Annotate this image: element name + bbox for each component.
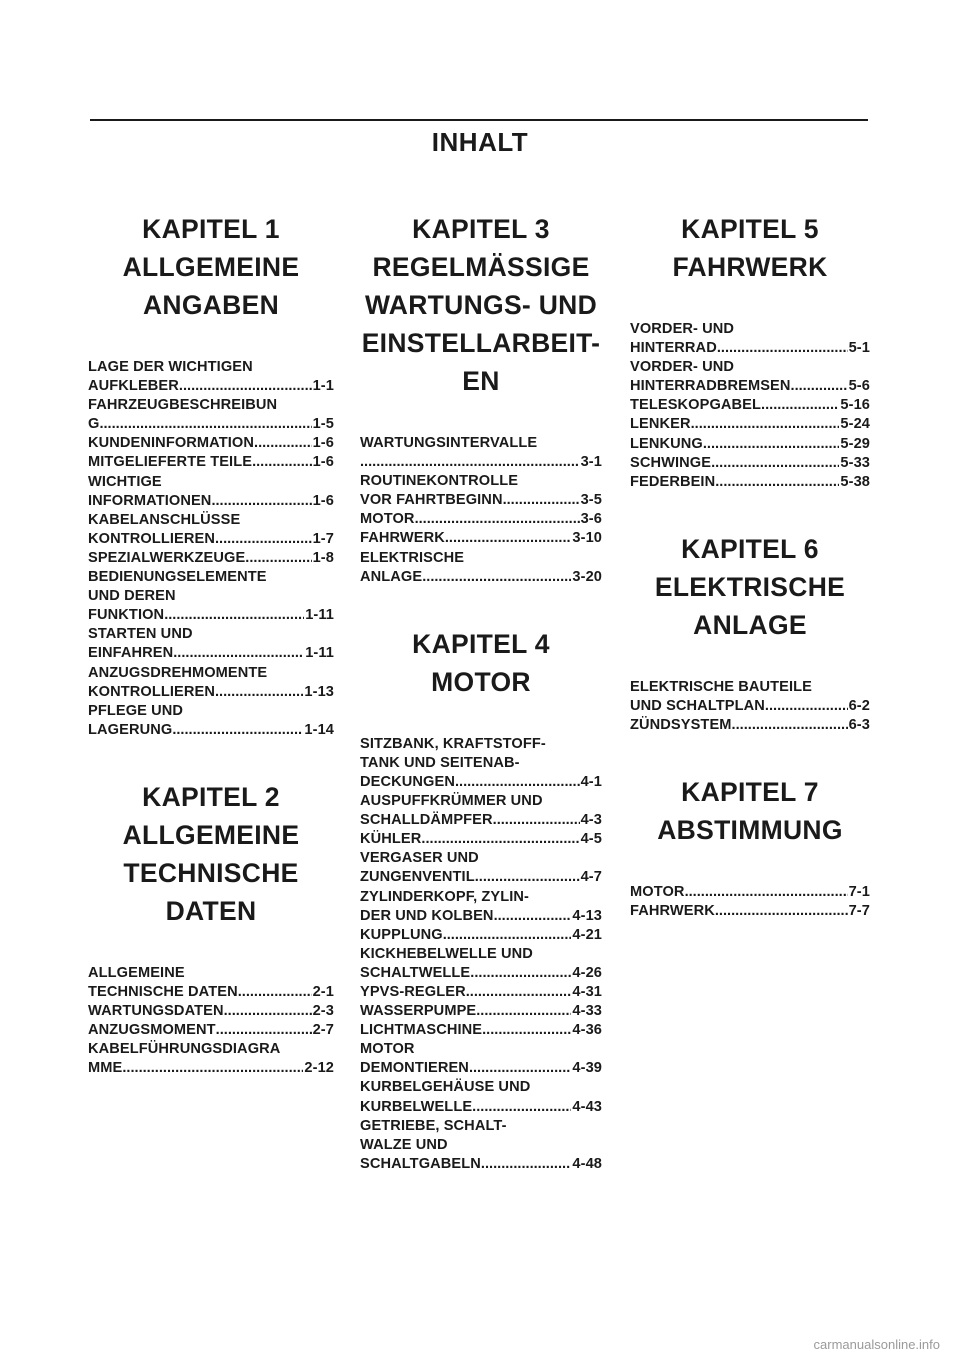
toc-entry-title: ZÜNDSYSTEM	[630, 717, 732, 734]
toc-entry-title: SCHALTWELLE	[360, 964, 471, 981]
toc-entry-leader	[88, 683, 303, 702]
toc-entry[interactable]	[360, 945, 602, 983]
chapter-heading-line: ANGABEN	[142, 290, 280, 320]
toc-entry-title: WARTUNGSDATEN	[88, 1003, 224, 1020]
toc-entry-last-line	[360, 510, 602, 529]
toc-entry-leader	[360, 491, 580, 510]
chapter-heading-line: KAPITEL 7	[681, 777, 819, 808]
toc-entry[interactable]	[360, 926, 602, 945]
chapter-heading-line: KAPITEL 6	[681, 533, 819, 564]
toc-entry-last-line	[88, 606, 334, 625]
toc-entry-last-line	[360, 907, 602, 926]
toc-entry-last-line	[360, 926, 602, 945]
toc-entry-leader	[630, 716, 848, 735]
toc-entry-last-line	[630, 883, 870, 902]
toc-entry-leader	[88, 983, 312, 1002]
toc-entry-page: 3-20	[572, 568, 602, 585]
toc-entry-leader	[360, 1098, 571, 1117]
toc-entry-line: SITZBANK, KRAFTSTOFF-	[360, 735, 546, 752]
toc-entry[interactable]	[630, 396, 870, 415]
toc-entry[interactable]	[88, 511, 334, 549]
chapter-heading	[630, 530, 870, 644]
toc-entry-leader	[88, 644, 304, 663]
chapter-heading-line: FAHRWERK	[672, 252, 828, 282]
toc-entry[interactable]	[360, 830, 602, 849]
toc-entry-last-line	[88, 1021, 334, 1040]
toc-entry-page: 4-43	[572, 1098, 602, 1115]
toc-entry-page: 4-39	[572, 1060, 602, 1077]
toc-entry-line: WARTUNGSINTERVALLE	[360, 435, 538, 451]
toc-entry-page: 7-1	[848, 884, 870, 901]
toc-entry[interactable]	[630, 678, 870, 716]
toc-entry-page: 5-29	[840, 435, 870, 452]
toc-entry-page: 2-12	[304, 1060, 334, 1077]
toc-entry-title: MITGELIEFERTE TEILE	[88, 454, 253, 471]
toc-entry-title: FUNKTION	[88, 607, 165, 624]
toc-entry-page: 4-5	[580, 831, 602, 848]
toc-entry[interactable]	[88, 964, 334, 1002]
toc-entry-title: SCHALLDÄMPFER	[360, 812, 493, 829]
toc-entry[interactable]	[88, 453, 334, 472]
toc-entry-page: 4-7	[580, 869, 602, 886]
toc-entry-leader	[360, 811, 580, 830]
toc-entry-leader	[360, 510, 580, 529]
toc-entry-last-line	[88, 644, 334, 663]
chapter-heading-line: ABSTIMMUNG	[657, 815, 843, 846]
toc-entry[interactable]	[360, 549, 602, 587]
toc-entry-last-line	[360, 964, 602, 983]
toc-entry-last-line	[88, 434, 334, 453]
toc-entry-last-line	[88, 983, 334, 1002]
toc-entry-title: KONTROLLIEREN	[88, 530, 215, 547]
toc-entry-title: KONTROLLIEREN	[88, 683, 215, 700]
toc-entry[interactable]	[630, 454, 870, 473]
toc-entry[interactable]	[88, 1002, 334, 1021]
toc-entry[interactable]	[360, 529, 602, 548]
toc-entry-leader	[360, 453, 580, 472]
toc-entry-line: VORDER- UND	[630, 321, 735, 337]
toc-entry-last-line	[88, 415, 334, 434]
toc-entry[interactable]	[630, 435, 870, 454]
toc-entry-line: ALLGEMEINE	[88, 964, 185, 981]
toc-entry-last-line	[360, 773, 602, 792]
toc-entry[interactable]	[88, 358, 334, 396]
toc-entry[interactable]	[88, 1040, 334, 1078]
toc-entry-leader	[88, 530, 312, 549]
toc-entry-last-line	[360, 1098, 602, 1117]
toc-entry-page: 1-11	[305, 607, 334, 624]
toc-entry-page: 2-3	[312, 1003, 334, 1020]
toc-entry[interactable]	[88, 434, 334, 453]
toc-entry[interactable]	[88, 396, 334, 434]
toc-entry-title: INFORMATIONEN	[88, 492, 212, 509]
toc-entry-page: 1-8	[312, 549, 334, 566]
chapter-entries	[88, 358, 334, 740]
toc-entry-last-line	[88, 1059, 334, 1078]
toc-entry-last-line	[360, 1155, 602, 1174]
toc-entry-title: KÜHLER	[360, 831, 422, 848]
toc-entry-page: 4-36	[572, 1022, 602, 1039]
toc-entry-line: KABELFÜHRUNGSDIAGRA	[88, 1041, 281, 1058]
toc-entry-leader	[88, 434, 312, 453]
chapter-heading-line: DATEN	[165, 895, 257, 926]
toc-entry[interactable]	[630, 716, 870, 735]
toc-entry-line: KICKHEBELWELLE UND	[360, 945, 533, 962]
toc-entry-title: FEDERBEIN	[630, 473, 716, 490]
page-title: INHALT	[431, 127, 529, 157]
toc-entry-page: 4-21	[572, 926, 602, 943]
toc-entry-line: MOTOR	[360, 1041, 415, 1058]
chapter-heading-line: ELEKTRISCHE	[654, 571, 846, 602]
toc-entry-leader	[360, 964, 571, 983]
watermark: carmanualsonline.info	[813, 1337, 940, 1352]
toc-entry-leader	[360, 830, 580, 849]
toc-entry-page: 4-3	[580, 812, 602, 829]
toc-entry-leader	[360, 529, 571, 548]
toc-entry-title: WASSERPUMPE	[360, 1003, 477, 1020]
toc-entry-leader	[630, 435, 839, 454]
toc-entry-leader	[88, 1002, 312, 1021]
toc-entry[interactable]	[360, 472, 602, 510]
toc-entry-line: GETRIEBE, SCHALT-	[360, 1117, 507, 1134]
chapter-heading	[360, 625, 602, 701]
toc-entry-last-line	[630, 454, 870, 473]
toc-entry-title: ZUNGENVENTIL	[360, 869, 475, 886]
toc-entry[interactable]	[360, 792, 602, 830]
toc-entry-last-line	[360, 453, 602, 472]
toc-entry-last-line	[630, 339, 870, 358]
toc-entry-page: 4-48	[572, 1155, 602, 1172]
toc-entry-leader	[360, 1155, 571, 1174]
toc-entry-title: ANLAGE	[360, 568, 423, 585]
toc-entry-page: 5-1	[848, 340, 870, 357]
toc-entry-last-line	[360, 983, 602, 1002]
toc-entry-page: 5-6	[848, 378, 870, 395]
toc-entry-page: 3-1	[580, 454, 602, 471]
toc-entry-last-line	[360, 1059, 602, 1078]
toc-entry-page: 1-6	[312, 435, 334, 452]
toc-entry-page: 7-7	[848, 903, 870, 920]
toc-entry-last-line	[630, 396, 870, 415]
toc-entry-title: SCHWINGE	[630, 454, 712, 471]
toc-entry-title: LAGERUNG	[88, 721, 173, 738]
toc-entry-line: FAHRZEUGBESCHREIBUN	[88, 397, 278, 414]
toc-entry-last-line	[360, 491, 602, 510]
toc-entry-title: ANZUGSMOMENT	[88, 1022, 216, 1039]
toc-entry-line: VERGASER UND	[360, 850, 479, 867]
toc-entry-line: PFLEGE UND	[88, 702, 184, 719]
toc-entry-page: 5-24	[840, 416, 870, 433]
toc-entry-title: DER UND KOLBEN	[360, 907, 494, 924]
toc-entry-last-line	[360, 1002, 602, 1021]
toc-entry[interactable]	[630, 358, 870, 396]
toc-entry-last-line	[88, 1002, 334, 1021]
toc-entry-line: UND DEREN	[88, 588, 176, 605]
toc-entry-title: TELESKOPGABEL	[630, 397, 762, 414]
toc-entry-page: 1-6	[312, 492, 334, 509]
toc-entry[interactable]	[360, 849, 602, 887]
toc-entry-page: 1-11	[305, 645, 334, 662]
toc-entry-page: 1-7	[312, 530, 334, 547]
toc-entry-line: KABELANSCHLÜSSE	[88, 511, 241, 528]
toc-entry-leader	[88, 606, 304, 625]
toc-entry-title: FAHRWERK	[360, 530, 445, 547]
toc-entry[interactable]	[630, 883, 870, 902]
toc-entry-last-line	[88, 530, 334, 549]
toc-entry[interactable]	[630, 473, 870, 492]
chapter-heading-line: EN	[462, 366, 500, 396]
toc-entry-leader	[360, 773, 580, 792]
toc-entry-last-line	[630, 377, 870, 396]
toc-entry-title: VOR FAHRTBEGINN	[360, 492, 503, 509]
toc-entry-leader	[630, 339, 848, 358]
toc-entry-last-line	[630, 473, 870, 492]
toc-column-2	[360, 210, 602, 1212]
toc-entry-leader	[630, 697, 848, 716]
toc-entry-last-line	[88, 453, 334, 472]
toc-entry[interactable]	[360, 888, 602, 926]
toc-entry-title: DEMONTIEREN	[360, 1060, 469, 1077]
toc-column-1	[88, 210, 334, 1116]
toc-entry-title: LICHTMASCHINE	[360, 1022, 483, 1039]
toc-entry-last-line	[88, 492, 334, 511]
toc-entry-last-line	[360, 1021, 602, 1040]
toc-entry-leader	[88, 1059, 303, 1078]
toc-entry-line: WALZE UND	[360, 1136, 448, 1153]
toc-entry-leader	[360, 1021, 571, 1040]
toc-entry-last-line	[630, 697, 870, 716]
toc-entry-page: 5-16	[840, 397, 870, 414]
toc-entry-line: TANK UND SEITENAB-	[360, 754, 520, 771]
toc-entry-line: BEDIENUNGSELEMENTE	[88, 569, 267, 586]
toc-entry-page: 3-5	[580, 492, 602, 509]
chapter-heading-line: WARTUNGS- UND	[364, 290, 598, 320]
chapter-entries	[630, 678, 870, 735]
toc-entry-last-line	[88, 683, 334, 702]
toc-entry[interactable]	[88, 702, 334, 740]
toc-entry[interactable]	[360, 735, 602, 792]
toc-entry-title: MOTOR	[360, 511, 415, 528]
chapter-heading-line: EINSTELLARBEIT-	[361, 328, 601, 358]
toc-entry[interactable]	[88, 473, 334, 511]
toc-entry-title: MOTOR	[630, 884, 685, 901]
toc-entry-line: AUSPUFFKRÜMMER UND	[360, 793, 543, 810]
toc-entry-page: 6-2	[848, 697, 870, 714]
toc-entry[interactable]	[88, 625, 334, 663]
toc-entry-line: ROUTINEKONTROLLE	[360, 473, 519, 490]
toc-entry-last-line	[88, 549, 334, 568]
chapter-heading-line: KAPITEL 4	[412, 628, 550, 659]
toc-entry-leader	[88, 549, 312, 568]
toc-entry-title: SCHALTGABELN	[360, 1155, 481, 1172]
chapter-entries	[88, 964, 334, 1079]
toc-entry-title: G	[88, 416, 100, 433]
toc-entry-title: HINTERRADBREMSEN	[630, 378, 791, 395]
toc-entry[interactable]	[360, 1040, 602, 1078]
toc-entry-page: 4-26	[572, 964, 602, 981]
toc-entry[interactable]	[630, 320, 870, 358]
toc-entry-leader	[630, 473, 839, 492]
chapter-heading-line: KAPITEL 5	[681, 214, 819, 244]
toc-entry-leader	[360, 568, 571, 587]
toc-entry[interactable]	[360, 1117, 602, 1174]
toc-entry-title: YPVS-REGLER	[360, 983, 466, 1000]
toc-entry-leader	[630, 454, 839, 473]
toc-entry-last-line	[88, 377, 334, 396]
toc-entry-leader	[360, 1002, 571, 1021]
toc-entry-page: 1-5	[312, 416, 334, 433]
toc-entry-title: KURBELWELLE	[360, 1098, 473, 1115]
toc-entry-leader	[630, 396, 839, 415]
toc-entry-leader	[360, 907, 571, 926]
toc-entry-line: STARTEN UND	[88, 626, 193, 643]
toc-entry-title: DECKUNGEN	[360, 773, 455, 790]
toc-entry-title: LENKER	[630, 416, 691, 433]
toc-entry-line: ELEKTRISCHE BAUTEILE	[630, 678, 812, 695]
toc-entry-title: KUPPLUNG	[360, 926, 443, 943]
toc-entry[interactable]	[88, 664, 334, 702]
toc-entry-line: WICHTIGE	[88, 473, 162, 490]
chapter-heading-line: KAPITEL 2	[142, 781, 280, 812]
toc-entry-page: 6-3	[848, 717, 870, 734]
chapter-heading-line: ALLGEMEINE	[122, 252, 300, 282]
toc-entry-title: HINTERRAD	[630, 340, 717, 357]
toc-entry-line: ELEKTRISCHE	[360, 549, 465, 566]
toc-entry[interactable]	[630, 415, 870, 434]
toc-entry-page: 1-6	[312, 454, 334, 471]
toc-entry[interactable]	[360, 510, 602, 529]
toc-entry-page: 1-14	[304, 721, 334, 738]
toc-entry-leader	[360, 926, 571, 945]
toc-entry[interactable]	[88, 568, 334, 625]
toc-entry-page: 5-38	[840, 473, 870, 490]
chapter-entries	[360, 735, 602, 1174]
toc-entry-last-line	[630, 902, 870, 921]
toc-entry-leader	[88, 453, 312, 472]
toc-entry-page: 1-1	[312, 378, 334, 395]
toc-entry[interactable]	[88, 1021, 334, 1040]
toc-entry-leader	[88, 492, 312, 511]
toc-entry-last-line	[360, 830, 602, 849]
toc-entry-page: 2-7	[312, 1022, 334, 1039]
toc-entry-page: 4-31	[572, 983, 602, 1000]
toc-entry[interactable]	[360, 1078, 602, 1116]
toc-entry-leader	[88, 721, 303, 740]
toc-entry-title: TECHNISCHE DATEN	[88, 983, 238, 1000]
toc-entry-leader	[88, 1021, 312, 1040]
toc-entry-page: 2-1	[312, 983, 334, 1000]
chapter-entries	[630, 883, 870, 921]
chapter-heading-line: ANLAGE	[693, 609, 807, 640]
chapter-heading-line: TECHNISCHE	[123, 857, 299, 888]
toc-entry-last-line	[630, 716, 870, 735]
chapter-heading-line: MOTOR	[431, 666, 531, 697]
toc-entry-page: 1-13	[304, 683, 334, 700]
toc-entry-leader	[360, 868, 580, 887]
toc-entry[interactable]	[360, 1021, 602, 1040]
chapter-heading-line: ALLGEMEINE	[122, 819, 300, 850]
chapter-heading	[630, 773, 870, 849]
toc-entry-last-line	[360, 568, 602, 587]
chapter-heading-line: KAPITEL 1	[142, 214, 280, 244]
toc-entry-page: 3-6	[580, 511, 602, 528]
toc-entry-last-line	[88, 721, 334, 740]
toc-entry-title: FAHRWERK	[630, 903, 715, 920]
toc-entry[interactable]	[360, 1002, 602, 1021]
toc-entry[interactable]	[88, 549, 334, 568]
chapter-heading-line: REGELMÄSSIGE	[372, 252, 590, 282]
header-rule	[90, 119, 868, 121]
toc-entry-leader	[88, 377, 312, 396]
toc-entry-title: UND SCHALTPLAN	[630, 697, 765, 714]
toc-entry-last-line	[360, 811, 602, 830]
toc-entry[interactable]	[360, 434, 602, 472]
toc-entry-title: EINFAHREN	[88, 645, 174, 662]
toc-entry-leader	[630, 902, 848, 921]
toc-entry-page: 3-10	[572, 530, 602, 547]
toc-entry-last-line	[630, 435, 870, 454]
toc-entry-leader	[630, 415, 839, 434]
toc-entry-page: 5-33	[840, 454, 870, 471]
toc-entry-title: AUFKLEBER	[88, 378, 179, 395]
chapter-entries	[360, 434, 602, 587]
toc-entry-leader	[88, 415, 312, 434]
toc-entry-line: LAGE DER WICHTIGEN	[88, 359, 253, 375]
toc-entry-last-line	[360, 868, 602, 887]
toc-entry[interactable]	[360, 983, 602, 1002]
chapter-heading-line: KAPITEL 3	[412, 214, 550, 244]
toc-entry-leader	[630, 883, 848, 902]
chapter-entries	[630, 320, 870, 492]
toc-column-3	[630, 210, 870, 959]
toc-entry-leader	[630, 377, 848, 396]
toc-entry-last-line	[630, 415, 870, 434]
toc-entry-line: VORDER- UND	[630, 359, 735, 376]
toc-entry-title: LENKUNG	[630, 435, 703, 452]
toc-entry-page: 4-33	[572, 1003, 602, 1020]
chapter-heading	[360, 210, 602, 400]
chapter-heading	[630, 210, 870, 286]
chapter-heading	[88, 210, 334, 324]
toc-entry[interactable]	[630, 902, 870, 921]
toc-entry-leader	[360, 983, 571, 1002]
toc-entry-title: MME	[88, 1060, 123, 1077]
toc-entry-line: ANZUGSDREHMOMENTE	[88, 664, 268, 681]
toc-entry-page: 4-1	[580, 773, 602, 790]
toc-entry-line: ZYLINDERKOPF, ZYLIN-	[360, 888, 530, 905]
toc-entry-page: 4-13	[572, 907, 602, 924]
toc-entry-title: SPEZIALWERKZEUGE	[88, 549, 246, 566]
toc-entry-line: KURBELGEHÄUSE UND	[360, 1079, 531, 1096]
toc-entry-last-line	[360, 529, 602, 548]
chapter-heading	[88, 778, 334, 930]
toc-entry-leader	[360, 1059, 571, 1078]
toc-entry-title: KUNDENINFORMATION	[88, 435, 255, 452]
